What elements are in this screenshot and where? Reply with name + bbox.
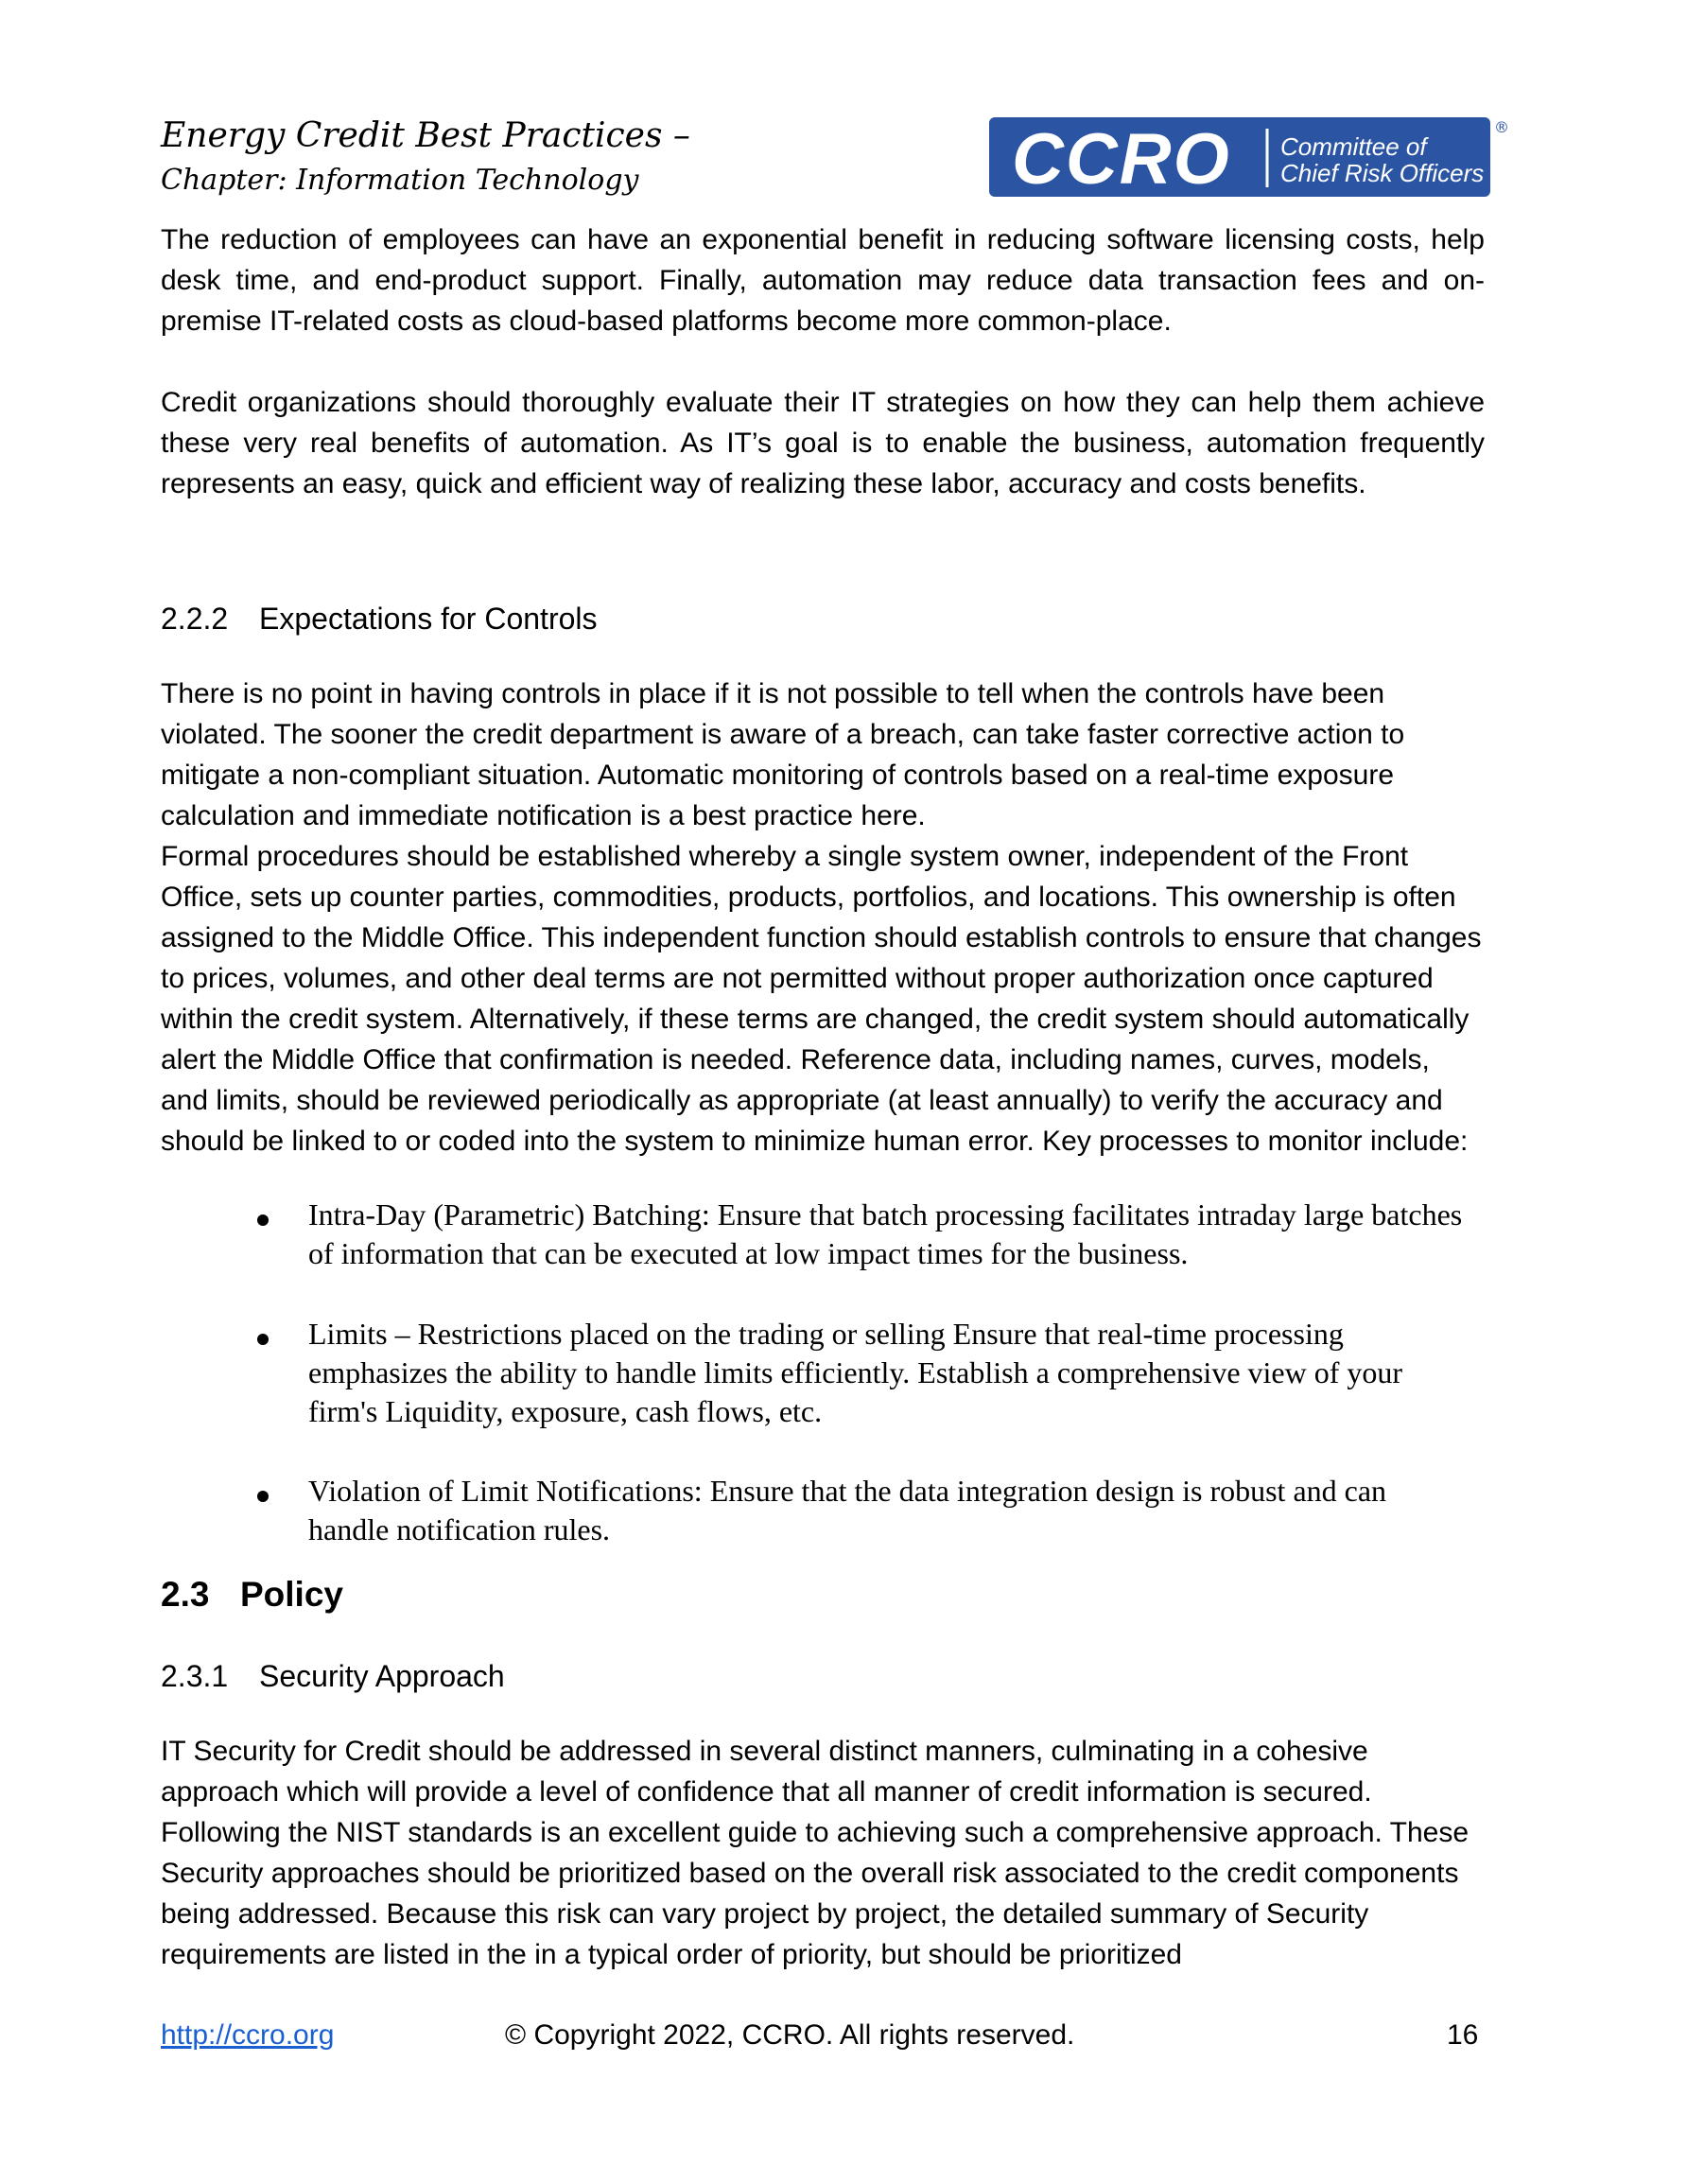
section-title: Policy <box>240 1575 343 1614</box>
logo-mark: CCRO <box>1012 119 1231 200</box>
header-title: Energy Credit Best Practices – <box>161 116 690 155</box>
bullet-dot <box>257 1491 269 1502</box>
logo-line1: Committee of <box>1280 132 1427 161</box>
logo-line2: Chief Risk Officers <box>1280 159 1485 187</box>
section-number: 2.3 <box>161 1575 210 1614</box>
footer-ccro-link[interactable]: http://ccro.org <box>161 2019 335 2051</box>
header-subtitle: Chapter: Information Technology <box>161 164 639 197</box>
paragraph-it-strategies: Credit organizations should thoroughly evaluate their IT strategies on how they can help them achieve these very real benefits of automation. As IT’s goal is to enable the business, automation frequently represents an easy, quick and efficient way of realizing these labor, accuracy and costs benefits. <box>161 387 1485 499</box>
bullet-item-notifications: Violation of Limit Notifications: Ensure that the data integration design is robust and can handle notification rules. <box>308 1474 1387 1546</box>
paragraph-automation-benefits: The reduction of employees can have an exponential benefit in reducing software licensing costs, help desk time, and end-product support. Finally, automation may reduce data transaction fees and on-premise IT-related costs as cloud-based platforms become more common-place. <box>161 224 1485 337</box>
paragraph-formal-procedures: Formal procedures should be established whereby a single system owner, independent of the Front Office, sets up counter parties, commodities, products, portfolios, and locations. This ownership is often assigned to the Middle Office. This independent function should establish controls to ensure that changes to prices, volumes, and other deal terms are not permitted without proper authorization once captured within the credit system. Alternatively, if these terms are changed, the credit system should automatically alert the Middle Office that confirmation is needed. Reference data, including names, curves, models, and limits, should be reviewed periodically as appropriate (at least annually) to verify the accuracy and should be linked to or coded into the system to minimize human error. Key processes to monitor include: <box>161 841 1482 1157</box>
section-number: 2.2.2 <box>161 602 229 636</box>
bullet-dot <box>257 1214 269 1226</box>
bullet-dot <box>257 1334 269 1345</box>
logo-registered: ® <box>1494 118 1509 136</box>
footer-copyright: © Copyright 2022, CCRO. All rights reserved. <box>505 2019 1075 2051</box>
ccro-logo <box>983 112 1513 206</box>
section-number: 2.3.1 <box>161 1659 229 1693</box>
section-title: Security Approach <box>259 1659 505 1693</box>
section-heading-2-3 <box>161 1574 343 1616</box>
section-title: Expectations for Controls <box>259 602 598 636</box>
page-number: 16 <box>1447 2019 1479 2051</box>
bullet-item-batching: Intra-Day (Parametric) Batching: Ensure that batch processing facilitates intraday large batches of information that can be executed at low impact times for the business. <box>308 1197 1463 1270</box>
section-heading-2-2-2 <box>161 600 598 638</box>
section-heading-2-3-1 <box>161 1657 505 1695</box>
bullet-item-limits: Limits – Restrictions placed on the trading or selling Ensure that real-time processing emphasizes the ability to handle limits efficiently. Establish a comprehensive view of your firm's Liquidity, exposure, cash flows, etc. <box>308 1317 1403 1428</box>
paragraph-controls-monitoring: There is no point in having controls in place if it is not possible to tell when the controls have been violated. The sooner the credit department is aware of a breach, can take faster corrective action to mitigate a non-compliant situation. Automatic monitoring of controls based on a real-time exposure calculation and immediate notification is a best practice here. <box>161 678 1405 831</box>
paragraph-security-approach: IT Security for Credit should be addressed in several distinct manners, culminating in a cohesive approach which will provide a level of confidence that all manner of credit information is secured. Following the NIST standards is an excellent guide to achieving such a comprehensive approach. These Security approaches should be prioritized based on the overall risk associated to the credit components being addressed. Because this risk can vary project by project, the detailed summary of Security requirements are listed in the in a typical order of priority, but should be prioritized <box>161 1736 1470 1970</box>
